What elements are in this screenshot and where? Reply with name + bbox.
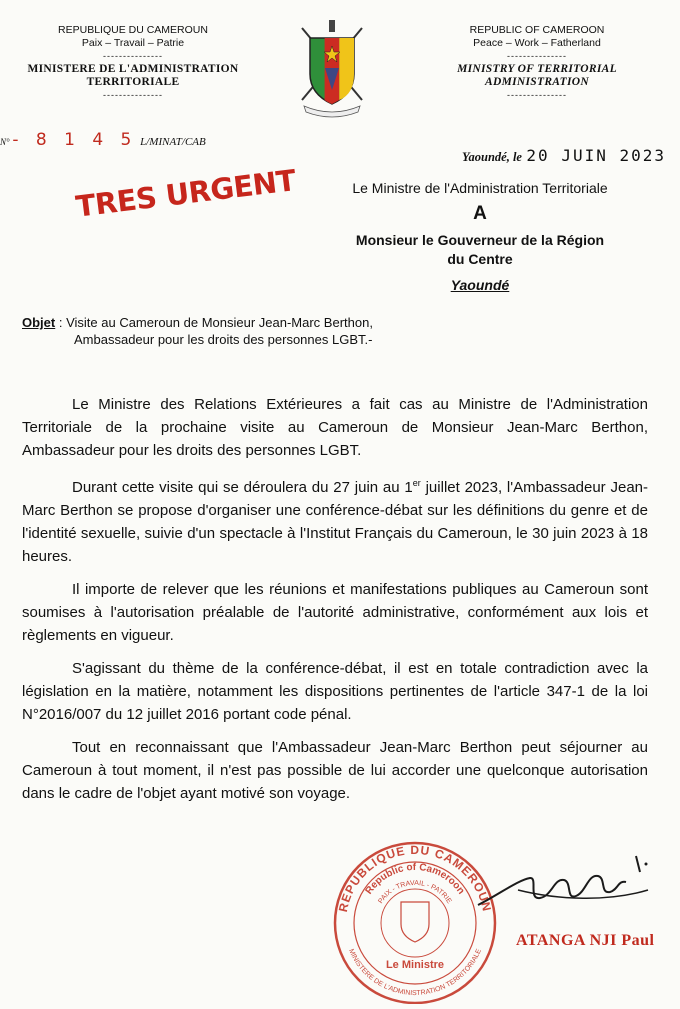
header-left-country: REPUBLIQUE DU CAMEROUN	[58, 24, 208, 36]
object-label: Objet	[22, 315, 56, 330]
header-left-separator: ---------------	[103, 51, 163, 61]
header-left-motto: Paix – Travail – Patrie	[81, 37, 185, 49]
header-right-ministry-line2: ADMINISTRATION	[485, 76, 589, 88]
recipient-line2: du Centre	[447, 251, 513, 267]
body-paragraph-2-end: juillet 2023, l'Ambassadeur Jean-Marc Berthon se propose d'organiser une conférence-débat sur les définitions du genre et de l'identité sexuelle, suivie d'un spectacle à l'Institut Français du Cameroun, le 30 juin 2023 à 18 heures.	[22, 479, 649, 565]
header-left	[8, 24, 258, 102]
handwritten-signature-icon	[468, 850, 658, 920]
seal-ministry-ring: MINISTERE DE L'ADMINISTRATION TERRITORIALE	[347, 948, 483, 998]
recipient-line1: Monsieur le Gouverneur de la Région	[355, 232, 605, 248]
header-right	[412, 24, 662, 102]
coat-of-arms	[292, 18, 372, 118]
header-left-ministry-line2: TERRITORIALE	[86, 76, 180, 88]
reference-suffix: L/MINAT/CAB	[140, 136, 206, 148]
header-right-separator2: ---------------	[507, 90, 567, 100]
to-marker: A	[473, 203, 487, 224]
reference-number	[0, 130, 206, 150]
coat-of-arms-icon	[292, 18, 372, 118]
object-block	[22, 314, 522, 348]
body-paragraph-3: Il importe de relever que les réunions et manifestations publiques au Cameroun sont soumises à l'autorisation préalable de l'autorité administrative, conformément aux lois et règlements en vigueur.	[22, 581, 648, 644]
seal-motto-fr: PAIX - TRAVAIL - PATRIE	[377, 879, 453, 905]
seal-outer-text: REPUBLIQUE DU CAMEROUN	[335, 842, 495, 914]
header-right-country: REPUBLIC OF CAMEROON	[469, 24, 605, 36]
object-line1	[22, 314, 522, 331]
body-paragraph-1: Le Ministre des Relations Extérieures a fait cas au Ministre de l'Administration Territoriale de la prochaine visite au Cameroun de Monsieur Jean-Marc Berthon, Ambassadeur pour les droits des personnes LGBT.	[22, 396, 648, 459]
header-left-ministry-line1: MINISTERE DE L'ADMINISTRATION	[27, 63, 239, 75]
signatory-name: ATANGA NJI Paul	[516, 932, 655, 949]
date-value: 20 JUIN 2023	[526, 146, 667, 165]
signature	[468, 850, 658, 920]
body-paragraph-2	[22, 472, 648, 568]
reference-handwritten-number: - 8 1 4 5	[12, 130, 138, 150]
date-line	[462, 146, 666, 166]
object-separator: :	[55, 315, 67, 330]
header-right-ministry-line1: MINISTRY OF TERRITORIAL	[457, 63, 617, 75]
recipient-city: Yaoundé	[450, 277, 510, 293]
body-paragraph-2-start: Durant cette visite qui se déroulera du 27 juin au 1	[72, 479, 413, 496]
header-left-separator2: ---------------	[103, 90, 163, 100]
seal-center-label: Le Ministre	[385, 959, 445, 971]
body-paragraph-2-superscript: er	[412, 478, 421, 488]
seal-inner-text: Republic of Cameroon	[363, 861, 467, 897]
object-text-line2: Ambassadeur pour les droits des personnes LGBT.-	[74, 332, 373, 347]
header-right-separator: ---------------	[507, 51, 567, 61]
object-text-line1: Visite au Cameroun de Monsieur Jean-Marc Berthon,	[66, 315, 373, 330]
header-right-motto: Peace – Work – Fatherland	[473, 37, 601, 49]
urgent-stamp: TRES URGENT	[74, 163, 298, 224]
sender: Le Ministre de l'Administration Territoriale	[352, 180, 608, 196]
letter-body	[22, 393, 648, 805]
svg-text:MINISTERE DE L'ADMINISTRATION	[347, 948, 483, 997]
body-paragraph-4: S'agissant du thème de la conférence-débat, il est en totale contradiction avec la législation en la matière, notamment les dispositions pertinentes de l'article 347-1 de la loi N°2016/007 du 12 juillet 2016 portant code pénal.	[22, 660, 648, 723]
body-paragraph-5: Tout en reconnaissant que l'Ambassadeur Jean-Marc Berthon peut séjourner au Cameroun à tout moment, il n'est pas possible de lui accorder une quelconque autorisation dans le cadre de l'objet ayant motivé son voyage.	[22, 739, 648, 802]
date-place: Yaoundé, le	[462, 150, 522, 164]
reference-prefix: N°	[0, 137, 10, 147]
